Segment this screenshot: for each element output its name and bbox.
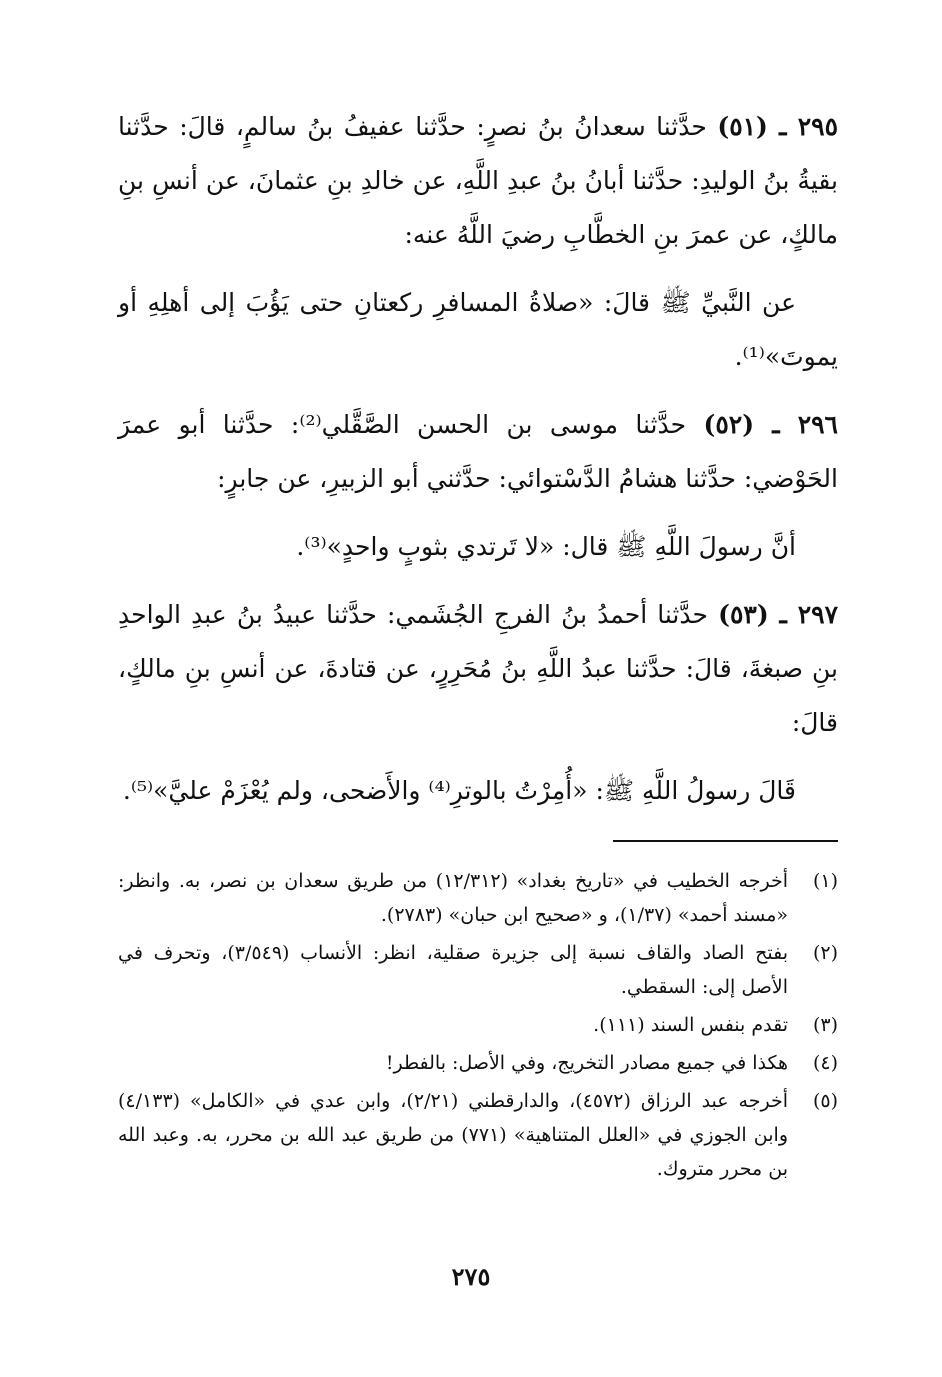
hadith-number: ٢٩٧ ـ (٥٣) [718, 600, 839, 629]
hadith-297-isnad [118, 588, 838, 750]
footnote-separator [613, 840, 838, 842]
isnad-text: حدَّثنا موسى بن الحسن الصَّقَّلي⁽²⁾: حدَّثنا أبو عمرَ الحَوْضي: حدَّثنا هشامُ الدَّسْتوائي: حدَّثني أبو الزبيرِ، عن جابرٍ: [118, 410, 838, 493]
footnote-2 [118, 936, 838, 1004]
footnote-text: هكذا في جميع مصادر التخريج، وفي الأصل: بالفطر! [385, 1052, 788, 1074]
page-number: ٢٧٥ [451, 1262, 491, 1291]
hadith-297-matn: قَالَ رسولُ اللَّهِ ﷺ: «أُمِرْتُ بالوترِ⁽⁴⁾ والأَضحى، ولم يُعْزَمْ عليَّ»⁽⁵⁾. [122, 776, 796, 805]
hadith-number: ٢٩٥ ـ (٥١) [717, 112, 839, 141]
page-body [118, 100, 838, 1190]
footnote-4 [118, 1046, 838, 1080]
footnote-number: (١) [812, 870, 838, 892]
footnote-1 [118, 864, 838, 932]
footnote-number: (٣) [812, 1014, 838, 1036]
footnote-3 [118, 1008, 838, 1042]
footnote-number: (٥) [812, 1090, 838, 1112]
footnote-text: تقدم بنفس السند (١١١). [593, 1014, 788, 1036]
footnote-number: (٢) [812, 942, 838, 964]
hadith-296-isnad [118, 398, 838, 506]
footnote-text: بفتح الصاد والقاف نسبة إلى جزيرة صقلية، انظر: الأنساب (٣/٥٤٩)، وتحرف في الأصل إلى: السقطي. [118, 942, 788, 998]
footnote-5 [118, 1084, 838, 1186]
isnad-text: حدَّثنا أحمدُ بنُ الفرجِ الجُشَمي: حدَّثنا عبيدُ بنُ عبدِ الواحدِ بنِ صبغةَ، قالَ: حدَّثنا عبدُ اللَّهِ بنُ مُحَرِرٍ، عن قتادةَ، عن أنسِ بنِ مالكٍ، قالَ: [118, 600, 838, 737]
hadith-295-matn: عن النَّبيِّ ﷺ قالَ: «صلاةُ المسافرِ ركعتانِ حتى يَؤُبَ إلى أهلِهِ أو يموتَ»⁽¹⁾. [118, 288, 838, 371]
hadith-number: ٢٩٦ ـ (٥٢) [703, 410, 838, 439]
footnote-text: أخرجه عبد الرزاق (٤٥٧٢)، والدارقطني (٢/٢١)، وابن عدي في «الكامل» (٤/١٣٣) وابن الجوزي في «العلل المتناهية» (٧٧١) من طريق عبد الله بن محرر، به. وعبد الله بن محرر متروك. [118, 1090, 789, 1180]
footnote-number: (٤) [812, 1052, 838, 1074]
footnote-text: أخرجه الخطيب في «تاريخ بغداد» (١٢/٣١٢) من طريق سعدان بن نصر، به. وانظر: «مسند أحمد» (١/٣٧)، و «صحيح ابن حبان» (٢٧٨٣). [118, 870, 788, 926]
hadith-295-isnad [118, 100, 838, 262]
footnotes [118, 864, 838, 1186]
hadith-296-matn: أنَّ رسولَ اللَّهِ ﷺ قال: «لا تَرتدي بثوبٍ واحدٍ»⁽³⁾. [296, 532, 796, 561]
main-text [118, 100, 838, 818]
isnad-text: حدَّثنا سعدانُ بنُ نصرٍ: حدَّثنا عفيفُ بنُ سالمٍ، قالَ: حدَّثنا بقيةُ بنُ الوليدِ: حدَّثنا أبانُ بنُ عبدِ اللَّهِ، عن خالدِ بنِ عثمانَ، عن أنسِ بنِ مالكٍ، عن عمرَ بنِ الخطَّابِ رضيَ اللَّهُ عنه: [118, 112, 838, 249]
